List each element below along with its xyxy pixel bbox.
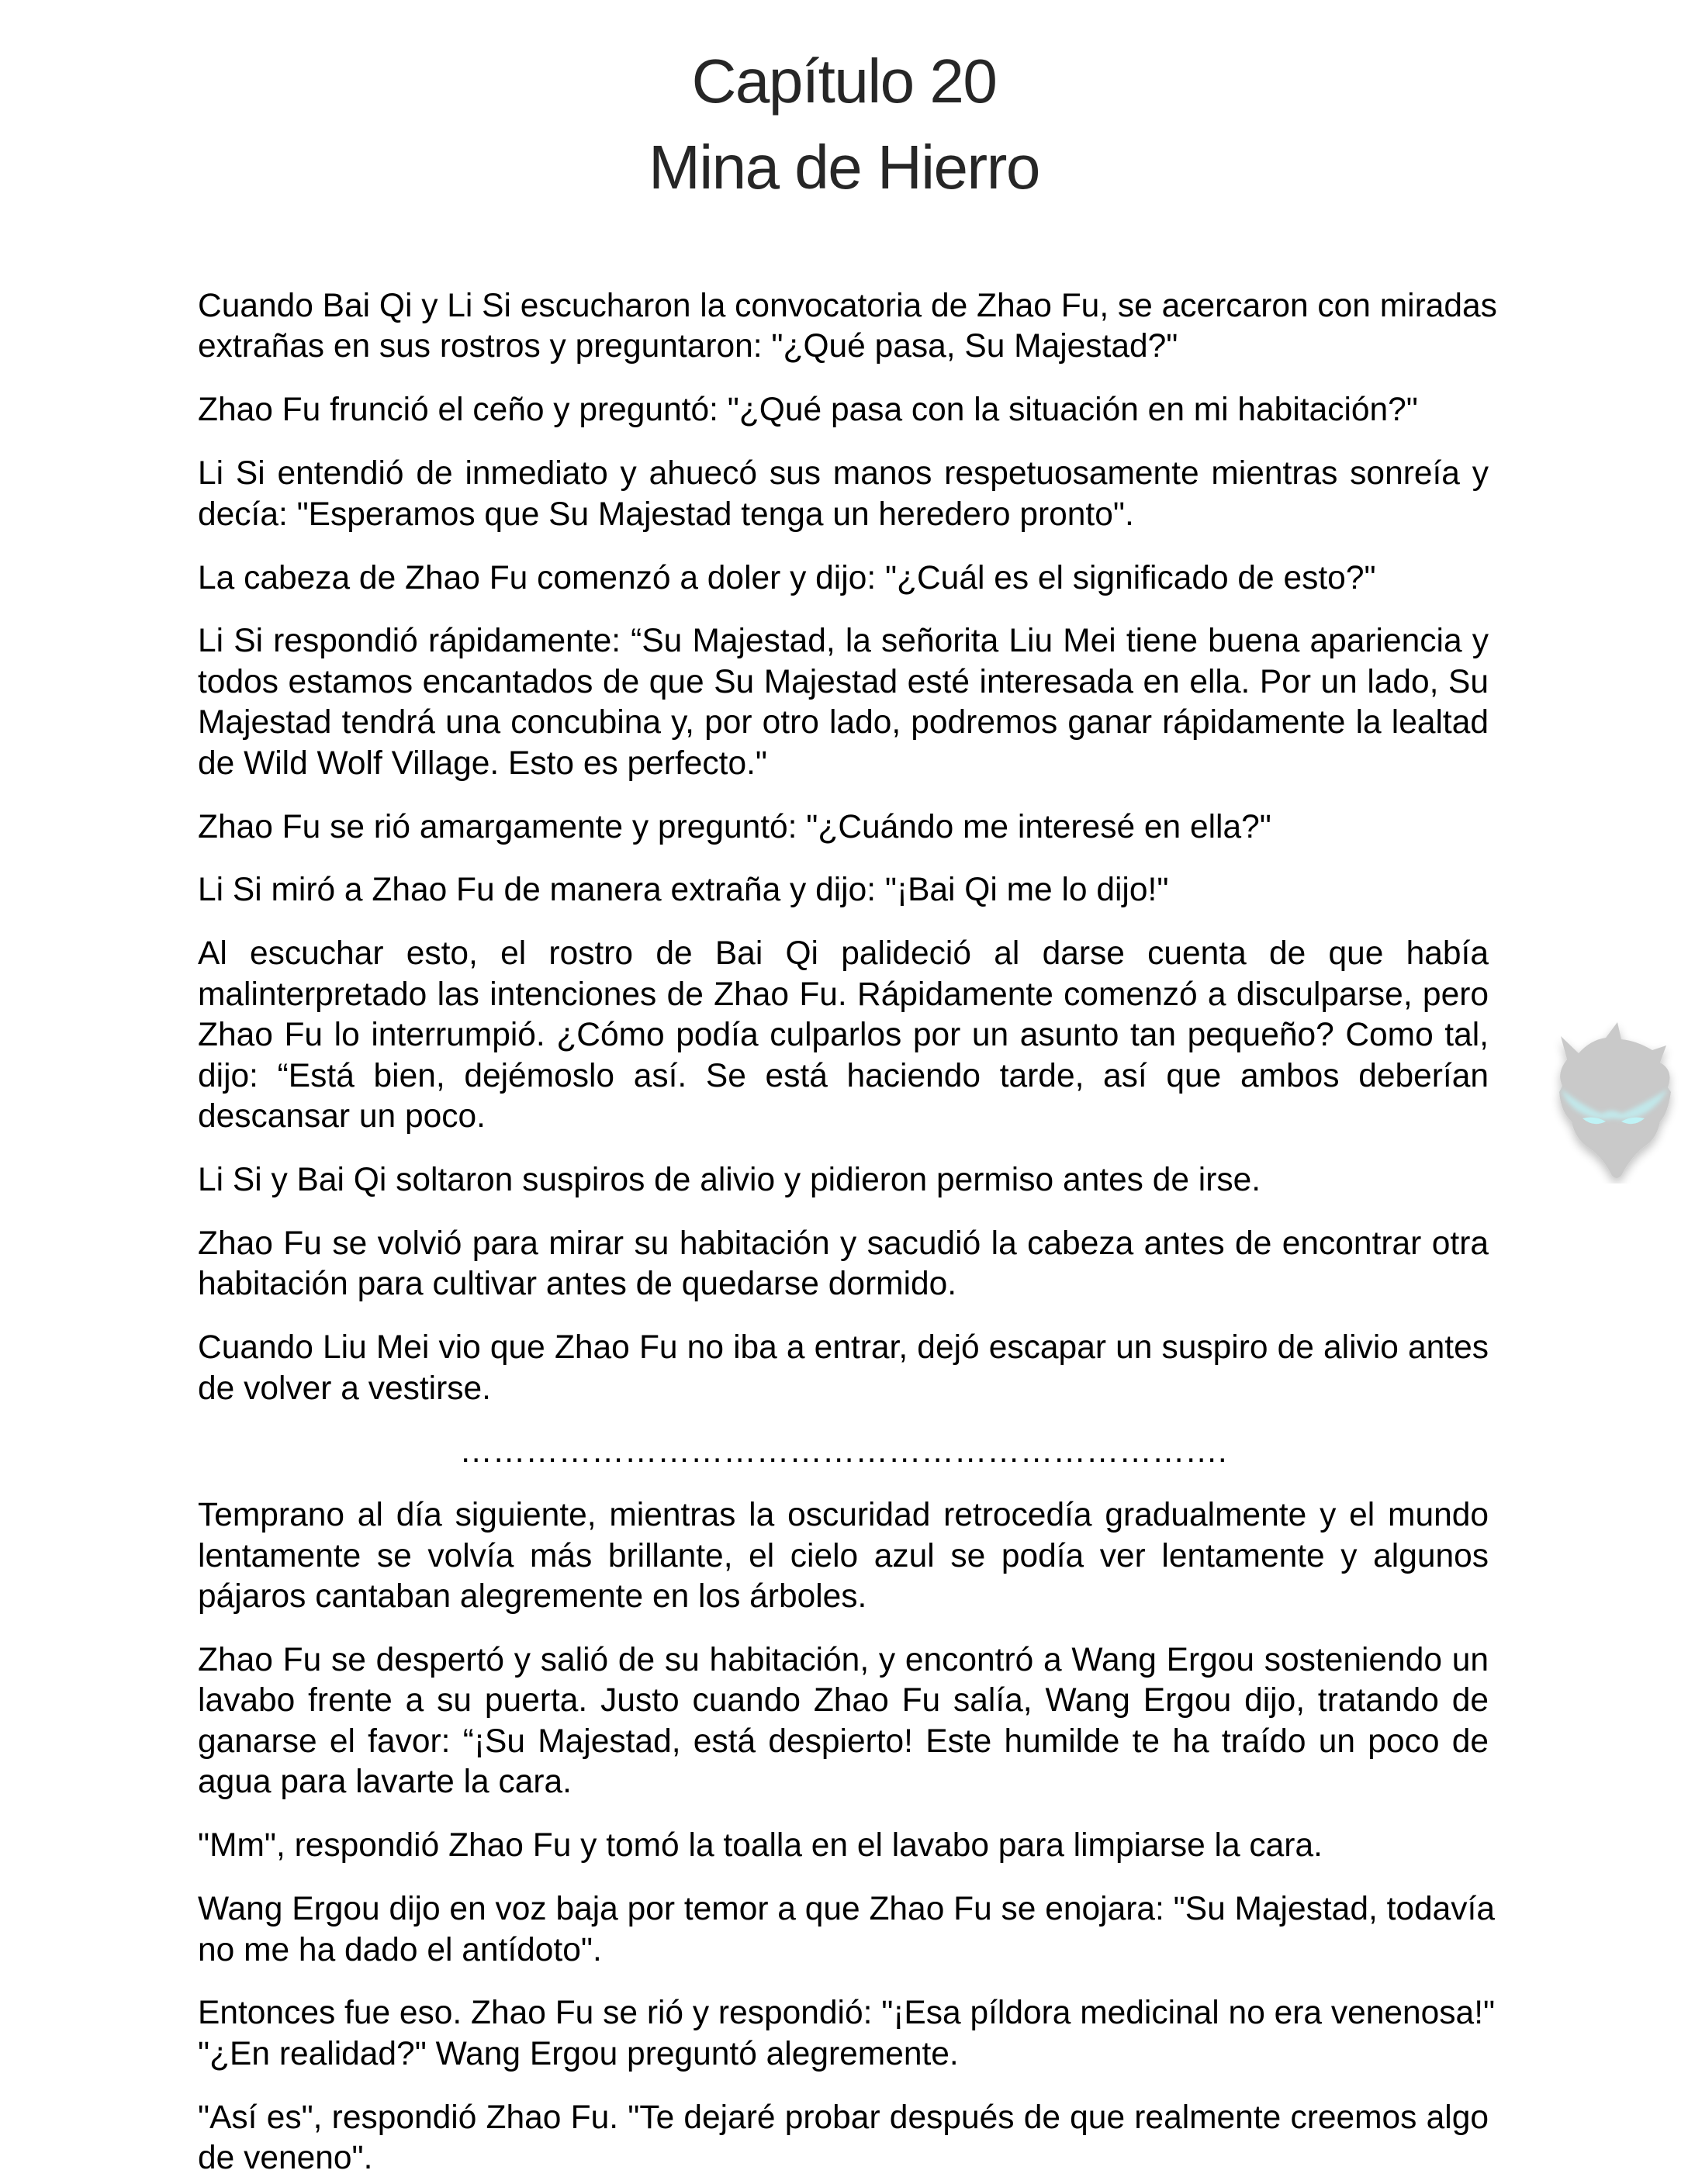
text-line: malinterpretado las intenciones de Zhao Fu. Rápidamente comenzó a disculparse, pero [198,976,1489,1013]
text-line: Li Si entendió de inmediato y ahuecó sus manos respetuosamente mientras sonreía y [198,455,1489,492]
paragraph [198,1160,1489,1201]
paragraph [198,1640,1489,1803]
text-line: "¿En realidad?" Wang Ergou preguntó alegremente. [198,2035,959,2072]
text-line: Zhao Fu frunció el ceño y preguntó: "¿Qué pasa con la situación en mi habitación?" [198,392,1418,429]
paragraph [198,286,1497,368]
text-line: Wang Ergou dijo en voz baja por temor a que Zhao Fu se enojara: "Su Majestad, todavía [198,1891,1495,1928]
text-line: Zhao Fu se rió amargamente y preguntó: "¿Cuándo me interesé en ella?" [198,808,1271,845]
demon-head-logo-icon [1544,1005,1680,1184]
text-line: Temprano al día siguiente, mientras la oscuridad retrocedía gradualmente y el mundo [198,1497,1489,1534]
paragraph [198,870,1489,911]
watermark-svg [1544,1005,1680,1184]
text-line: habitación para cultivar antes de quedarse dormido. [198,1266,957,1303]
chapter-header [0,38,1688,210]
text-line: Li Si miró a Zhao Fu de manera extraña y dijo: "¡Bai Qi me lo dijo!" [198,872,1169,909]
text-line: no me ha dado el antídoto". [198,1931,602,1968]
chapter-title: Mina de Hierro [649,133,1039,202]
text-line: agua para lavarte la cara. [198,1764,572,1801]
text-line: Zhao Fu se despertó y salió de su habitación, y encontró a Wang Ergou sosteniendo un [198,1642,1489,1679]
text-line: Al escuchar esto, el rostro de Bai Qi palideció al darse cuenta de que había [198,935,1489,973]
paragraph [198,807,1489,848]
paragraph [198,2098,1489,2179]
paragraph [198,1993,1496,2075]
section-separator: ……………………………………………………………. [459,1433,1227,1470]
text-line: Cuando Bai Qi y Li Si escucharon la convocatoria de Zhao Fu, se acercaron con miradas [198,288,1497,324]
text-line: pájaros cantaban alegremente en los árboles. [198,1578,867,1616]
paragraph [198,1889,1495,1971]
paragraph [198,1328,1489,1409]
text-line: todos estamos encantados de que Su Majestad esté interesada en ella. Por un lado, Su [198,663,1489,700]
text-line: descansar un poco. [198,1098,486,1135]
text-line: de Wild Wolf Village. Esto es perfecto." [198,745,767,782]
text-line: dijo: “Está bien, dejémoslo así. Se está haciendo tarde, así que ambos deberían [198,1057,1489,1094]
text-line: extrañas en sus rostros y preguntaron: "¿Qué pasa, Su Majestad?" [198,328,1178,365]
text-line: Zhao Fu se volvió para mirar su habitación y sacudió la cabeza antes de encontrar otra [198,1225,1489,1262]
text-line: decía: "Esperamos que Su Majestad tenga un heredero pronto". [198,496,1134,533]
text-line: Entonces fue eso. Zhao Fu se rió y respondió: "¡Esa píldora medicinal no era venenosa!" [198,1995,1496,2032]
paragraph [198,1224,1489,1305]
chapter-body [198,286,1497,2179]
chapter-number: Capítulo 20 [691,47,997,116]
text-line: Li Si respondió rápidamente: “Su Majestad, la señorita Liu Mei tiene buena apariencia y [198,623,1489,660]
paragraph [198,934,1489,1137]
paragraph [198,390,1489,430]
text-line: La cabeza de Zhao Fu comenzó a doler y dijo: "¿Cuál es el significado de esto?" [198,559,1376,596]
text-line: de veneno". [198,2140,373,2177]
text-line: ganarse el favor: “¡Su Majestad, está despierto! Este humilde te ha traído un poco de [198,1723,1489,1760]
paragraph [198,1495,1489,1617]
text-line: Cuando Liu Mei vio que Zhao Fu no iba a entrar, dejó escapar un suspiro de alivio antes [198,1329,1489,1367]
text-line: "Así es", respondió Zhao Fu. "Te dejaré probar después de que realmente creemos algo [198,2099,1489,2136]
paragraph [198,621,1489,784]
text-line: Li Si y Bai Qi soltaron suspiros de alivio y pidieron permiso antes de irse. [198,1161,1261,1198]
paragraph [198,558,1489,599]
text-line: Zhao Fu lo interrumpió. ¿Cómo podía culparlos por un asunto tan pequeño? Como tal, [198,1017,1489,1054]
text-line: "Mm", respondió Zhao Fu y tomó la toalla en el lavabo para limpiarse la cara. [198,1827,1323,1864]
paragraph [198,1826,1489,1866]
paragraph [198,454,1489,535]
text-line: Majestad tendrá una concubina y, por otro lado, podremos ganar rápidamente la lealtad [198,704,1489,741]
text-line: lentamente se volvía más brillante, el cielo azul se podía ver lentamente y algunos [198,1537,1489,1574]
text-line: lavabo frente a su puerta. Justo cuando Zhao Fu salía, Wang Ergou dijo, tratando de [198,1682,1489,1719]
text-line: de volver a vestirse. [198,1370,491,1407]
